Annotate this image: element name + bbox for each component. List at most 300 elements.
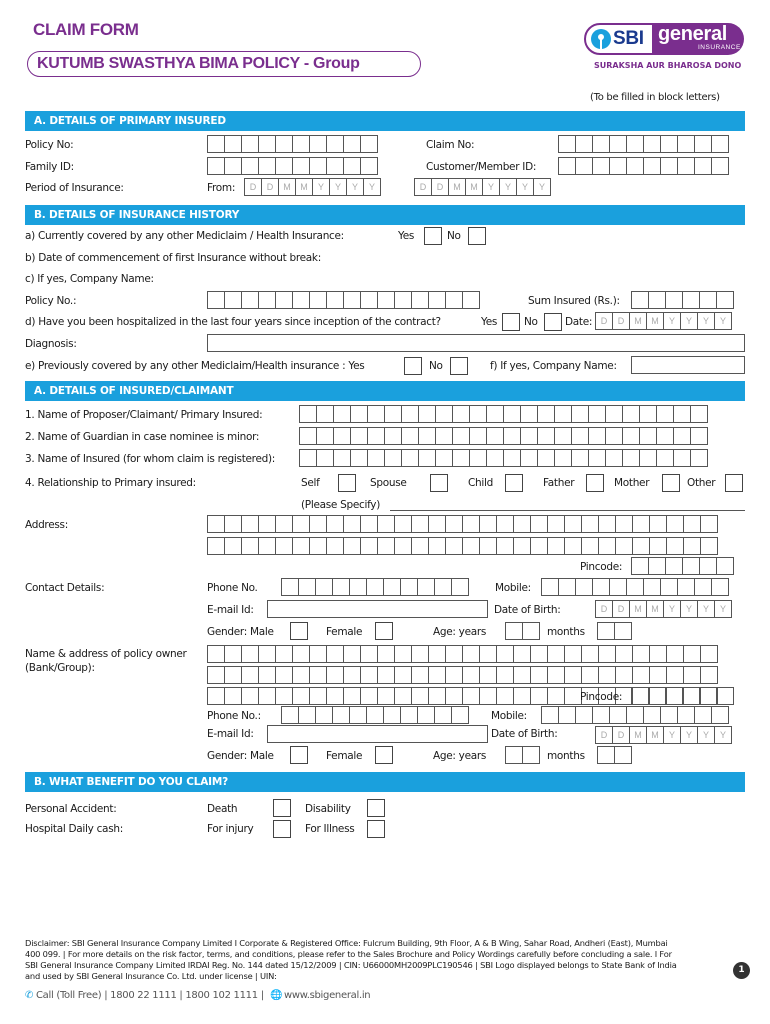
box-cell[interactable]: [316, 405, 334, 423]
box-cell[interactable]: [700, 645, 718, 663]
box-cell[interactable]: [452, 449, 470, 467]
box-cell[interactable]: [699, 687, 717, 705]
box-cell[interactable]: [486, 405, 504, 423]
box-cell[interactable]: [575, 578, 593, 596]
box-cell[interactable]: [350, 427, 368, 445]
box-cell[interactable]: [682, 687, 700, 705]
box-cell[interactable]: [660, 578, 678, 596]
box-cell[interactable]: [571, 427, 589, 445]
box-cell[interactable]: [683, 537, 701, 555]
box-cell[interactable]: [609, 135, 627, 153]
box-cell[interactable]: [383, 706, 401, 724]
owner-age-years-boxes[interactable]: [505, 746, 539, 764]
box-cell[interactable]: [479, 537, 497, 555]
box-cell[interactable]: [309, 537, 327, 555]
box-cell[interactable]: [315, 578, 333, 596]
box-cell[interactable]: [649, 645, 667, 663]
box-cell[interactable]: [241, 291, 259, 309]
box-cell[interactable]: [207, 537, 225, 555]
box-cell[interactable]: [694, 706, 712, 724]
q-f-company-field[interactable]: [631, 356, 745, 374]
box-cell[interactable]: [326, 291, 344, 309]
box-cell[interactable]: [418, 405, 436, 423]
box-cell[interactable]: [400, 578, 418, 596]
rel-mother-checkbox[interactable]: [662, 474, 680, 492]
dob-boxes[interactable]: [595, 600, 731, 618]
q-d-date-boxes[interactable]: [595, 312, 731, 330]
box-cell[interactable]: [648, 687, 666, 705]
box-cell[interactable]: [384, 427, 402, 445]
box-cell[interactable]: [309, 645, 327, 663]
box-cell[interactable]: [666, 515, 684, 533]
box-cell[interactable]: [462, 687, 480, 705]
box-cell[interactable]: [326, 515, 344, 533]
box-cell[interactable]: [486, 449, 504, 467]
box-cell[interactable]: [530, 537, 548, 555]
box-cell[interactable]: [530, 687, 548, 705]
box-cell[interactable]: [530, 515, 548, 533]
box-cell[interactable]: [631, 557, 649, 575]
date-cell[interactable]: Y: [516, 178, 534, 196]
box-cell[interactable]: [292, 645, 310, 663]
rel-other-checkbox[interactable]: [725, 474, 743, 492]
injury-checkbox[interactable]: [273, 820, 291, 838]
q-d-no-checkbox[interactable]: [544, 313, 562, 331]
age-years-boxes[interactable]: [505, 622, 539, 640]
box-cell[interactable]: [292, 687, 310, 705]
date-cell[interactable]: D: [595, 726, 613, 744]
box-cell[interactable]: [428, 666, 446, 684]
phone-boxes[interactable]: [281, 578, 468, 596]
box-cell[interactable]: [626, 578, 644, 596]
box-cell[interactable]: [343, 157, 361, 175]
box-cell[interactable]: [547, 666, 565, 684]
box-cell[interactable]: [333, 449, 351, 467]
box-cell[interactable]: [496, 687, 514, 705]
box-cell[interactable]: [673, 427, 691, 445]
rel-child-checkbox[interactable]: [505, 474, 523, 492]
box-cell[interactable]: [326, 645, 344, 663]
box-cell[interactable]: [605, 449, 623, 467]
box-cell[interactable]: [496, 666, 514, 684]
box-cell[interactable]: [648, 557, 666, 575]
email-field[interactable]: [267, 600, 488, 618]
box-cell[interactable]: [258, 666, 276, 684]
box-cell[interactable]: [575, 157, 593, 175]
box-cell[interactable]: [690, 405, 708, 423]
date-cell[interactable]: D: [595, 600, 613, 618]
box-cell[interactable]: [428, 645, 446, 663]
box-cell[interactable]: [411, 687, 429, 705]
box-cell[interactable]: [522, 622, 540, 640]
box-cell[interactable]: [400, 706, 418, 724]
box-cell[interactable]: [417, 578, 435, 596]
box-cell[interactable]: [592, 578, 610, 596]
box-cell[interactable]: [537, 427, 555, 445]
box-cell[interactable]: [530, 645, 548, 663]
box-cell[interactable]: [224, 515, 242, 533]
box-cell[interactable]: [360, 157, 378, 175]
box-cell[interactable]: [700, 515, 718, 533]
box-cell[interactable]: [496, 515, 514, 533]
specify-line[interactable]: [390, 510, 745, 511]
box-cell[interactable]: [581, 645, 599, 663]
box-cell[interactable]: [224, 157, 242, 175]
box-cell[interactable]: [394, 687, 412, 705]
box-cell[interactable]: [292, 135, 310, 153]
date-cell[interactable]: Y: [714, 600, 732, 618]
box-cell[interactable]: [401, 449, 419, 467]
box-cell[interactable]: [683, 666, 701, 684]
box-cell[interactable]: [699, 291, 717, 309]
history-policy-no-boxes[interactable]: [207, 291, 479, 309]
box-cell[interactable]: [581, 666, 599, 684]
box-cell[interactable]: [332, 578, 350, 596]
box-cell[interactable]: [677, 706, 695, 724]
box-cell[interactable]: [258, 135, 276, 153]
box-cell[interactable]: [503, 405, 521, 423]
box-cell[interactable]: [349, 578, 367, 596]
box-cell[interactable]: [592, 706, 610, 724]
box-cell[interactable]: [469, 427, 487, 445]
box-cell[interactable]: [377, 687, 395, 705]
box-cell[interactable]: [258, 515, 276, 533]
box-cell[interactable]: [281, 578, 299, 596]
box-cell[interactable]: [660, 706, 678, 724]
box-cell[interactable]: [598, 645, 616, 663]
box-cell[interactable]: [513, 687, 531, 705]
box-cell[interactable]: [445, 645, 463, 663]
date-cell[interactable]: D: [595, 312, 613, 330]
q-a-yes-checkbox[interactable]: [424, 227, 442, 245]
date-cell[interactable]: Y: [312, 178, 330, 196]
box-cell[interactable]: [360, 687, 378, 705]
box-cell[interactable]: [207, 291, 225, 309]
box-cell[interactable]: [690, 449, 708, 467]
box-cell[interactable]: [665, 557, 683, 575]
box-cell[interactable]: [581, 515, 599, 533]
box-cell[interactable]: [326, 687, 344, 705]
q-a-no-checkbox[interactable]: [468, 227, 486, 245]
box-cell[interactable]: [350, 449, 368, 467]
box-cell[interactable]: [479, 666, 497, 684]
q1-boxes[interactable]: [299, 405, 707, 423]
box-cell[interactable]: [258, 645, 276, 663]
box-cell[interactable]: [241, 666, 259, 684]
owner-pincode-boxes[interactable]: [631, 687, 733, 705]
box-cell[interactable]: [673, 449, 691, 467]
box-cell[interactable]: [547, 687, 565, 705]
box-cell[interactable]: [224, 135, 242, 153]
death-checkbox[interactable]: [273, 799, 291, 817]
box-cell[interactable]: [377, 291, 395, 309]
box-cell[interactable]: [445, 515, 463, 533]
box-cell[interactable]: [377, 515, 395, 533]
box-cell[interactable]: [309, 687, 327, 705]
date-cell[interactable]: M: [448, 178, 466, 196]
box-cell[interactable]: [435, 427, 453, 445]
box-cell[interactable]: [333, 405, 351, 423]
gender-male-checkbox[interactable]: [290, 622, 308, 640]
box-cell[interactable]: [394, 666, 412, 684]
box-cell[interactable]: [503, 449, 521, 467]
box-cell[interactable]: [241, 687, 259, 705]
date-cell[interactable]: D: [261, 178, 279, 196]
box-cell[interactable]: [241, 537, 259, 555]
box-cell[interactable]: [564, 645, 582, 663]
date-cell[interactable]: M: [629, 312, 647, 330]
box-cell[interactable]: [571, 405, 589, 423]
date-cell[interactable]: Y: [663, 600, 681, 618]
box-cell[interactable]: [394, 645, 412, 663]
box-cell[interactable]: [520, 449, 538, 467]
box-cell[interactable]: [665, 687, 683, 705]
box-cell[interactable]: [434, 706, 452, 724]
box-cell[interactable]: [639, 449, 657, 467]
box-cell[interactable]: [626, 157, 644, 175]
date-cell[interactable]: Y: [663, 312, 681, 330]
box-cell[interactable]: [648, 291, 666, 309]
box-cell[interactable]: [401, 405, 419, 423]
box-cell[interactable]: [554, 427, 572, 445]
box-cell[interactable]: [615, 666, 633, 684]
box-cell[interactable]: [326, 666, 344, 684]
box-cell[interactable]: [614, 622, 632, 640]
box-cell[interactable]: [673, 405, 691, 423]
box-cell[interactable]: [711, 135, 729, 153]
box-cell[interactable]: [513, 666, 531, 684]
date-cell[interactable]: Y: [697, 726, 715, 744]
box-cell[interactable]: [513, 645, 531, 663]
box-cell[interactable]: [683, 515, 701, 533]
box-cell[interactable]: [716, 557, 734, 575]
box-cell[interactable]: [558, 135, 576, 153]
box-cell[interactable]: [258, 291, 276, 309]
box-cell[interactable]: [700, 537, 718, 555]
box-cell[interactable]: [505, 622, 523, 640]
box-cell[interactable]: [716, 687, 734, 705]
box-cell[interactable]: [656, 427, 674, 445]
rel-spouse-checkbox[interactable]: [430, 474, 448, 492]
illness-checkbox[interactable]: [367, 820, 385, 838]
box-cell[interactable]: [694, 578, 712, 596]
box-cell[interactable]: [615, 515, 633, 533]
box-cell[interactable]: [677, 135, 695, 153]
box-cell[interactable]: [411, 515, 429, 533]
box-cell[interactable]: [605, 427, 623, 445]
disability-checkbox[interactable]: [367, 799, 385, 817]
box-cell[interactable]: [343, 135, 361, 153]
date-cell[interactable]: Y: [499, 178, 517, 196]
box-cell[interactable]: [428, 537, 446, 555]
box-cell[interactable]: [643, 706, 661, 724]
box-cell[interactable]: [350, 405, 368, 423]
date-cell[interactable]: M: [646, 726, 664, 744]
box-cell[interactable]: [598, 666, 616, 684]
box-cell[interactable]: [609, 157, 627, 175]
date-cell[interactable]: M: [646, 600, 664, 618]
box-cell[interactable]: [666, 666, 684, 684]
box-cell[interactable]: [575, 135, 593, 153]
box-cell[interactable]: [496, 645, 514, 663]
box-cell[interactable]: [564, 515, 582, 533]
date-cell[interactable]: D: [244, 178, 262, 196]
date-cell[interactable]: Y: [714, 726, 732, 744]
box-cell[interactable]: [258, 537, 276, 555]
box-cell[interactable]: [349, 706, 367, 724]
box-cell[interactable]: [411, 666, 429, 684]
box-cell[interactable]: [711, 706, 729, 724]
box-cell[interactable]: [366, 706, 384, 724]
box-cell[interactable]: [541, 706, 559, 724]
box-cell[interactable]: [367, 427, 385, 445]
box-cell[interactable]: [622, 449, 640, 467]
box-cell[interactable]: [469, 405, 487, 423]
date-cell[interactable]: Y: [714, 312, 732, 330]
box-cell[interactable]: [649, 537, 667, 555]
box-cell[interactable]: [614, 746, 632, 764]
box-cell[interactable]: [513, 537, 531, 555]
box-cell[interactable]: [649, 515, 667, 533]
customer-id-boxes[interactable]: [558, 157, 728, 175]
box-cell[interactable]: [558, 706, 576, 724]
date-cell[interactable]: D: [414, 178, 432, 196]
box-cell[interactable]: [588, 405, 606, 423]
pincode-boxes[interactable]: [631, 557, 733, 575]
box-cell[interactable]: [656, 405, 674, 423]
box-cell[interactable]: [479, 645, 497, 663]
box-cell[interactable]: [394, 537, 412, 555]
claim-no-boxes[interactable]: [558, 135, 728, 153]
box-cell[interactable]: [615, 645, 633, 663]
box-cell[interactable]: [677, 157, 695, 175]
box-cell[interactable]: [299, 427, 317, 445]
box-cell[interactable]: [505, 746, 523, 764]
box-cell[interactable]: [384, 405, 402, 423]
box-cell[interactable]: [207, 687, 225, 705]
box-cell[interactable]: [451, 706, 469, 724]
box-cell[interactable]: [513, 515, 531, 533]
box-cell[interactable]: [479, 687, 497, 705]
box-cell[interactable]: [609, 578, 627, 596]
box-cell[interactable]: [316, 449, 334, 467]
box-cell[interactable]: [411, 291, 429, 309]
box-cell[interactable]: [605, 405, 623, 423]
box-cell[interactable]: [520, 405, 538, 423]
box-cell[interactable]: [564, 666, 582, 684]
box-cell[interactable]: [292, 157, 310, 175]
box-cell[interactable]: [496, 537, 514, 555]
rel-self-checkbox[interactable]: [338, 474, 356, 492]
box-cell[interactable]: [632, 537, 650, 555]
box-cell[interactable]: [631, 291, 649, 309]
box-cell[interactable]: [207, 135, 225, 153]
box-cell[interactable]: [522, 746, 540, 764]
policy-no-boxes[interactable]: [207, 135, 377, 153]
box-cell[interactable]: [360, 537, 378, 555]
box-cell[interactable]: [394, 291, 412, 309]
box-cell[interactable]: [598, 515, 616, 533]
box-cell[interactable]: [597, 746, 615, 764]
box-cell[interactable]: [367, 449, 385, 467]
box-cell[interactable]: [418, 449, 436, 467]
age-months-boxes[interactable]: [597, 622, 631, 640]
box-cell[interactable]: [683, 645, 701, 663]
box-cell[interactable]: [343, 291, 361, 309]
box-cell[interactable]: [682, 557, 700, 575]
date-cell[interactable]: M: [465, 178, 483, 196]
box-cell[interactable]: [682, 291, 700, 309]
box-cell[interactable]: [462, 291, 480, 309]
box-cell[interactable]: [275, 157, 293, 175]
owner-mobile-boxes[interactable]: [541, 706, 728, 724]
box-cell[interactable]: [622, 427, 640, 445]
box-cell[interactable]: [418, 427, 436, 445]
box-cell[interactable]: [299, 405, 317, 423]
box-cell[interactable]: [275, 291, 293, 309]
box-cell[interactable]: [639, 405, 657, 423]
date-cell[interactable]: Y: [680, 600, 698, 618]
address-line-1[interactable]: [207, 515, 717, 533]
box-cell[interactable]: [660, 135, 678, 153]
box-cell[interactable]: [592, 135, 610, 153]
box-cell[interactable]: [597, 622, 615, 640]
box-cell[interactable]: [281, 706, 299, 724]
rel-father-checkbox[interactable]: [586, 474, 604, 492]
box-cell[interactable]: [462, 645, 480, 663]
box-cell[interactable]: [224, 537, 242, 555]
owner-line-2[interactable]: [207, 666, 717, 684]
box-cell[interactable]: [394, 515, 412, 533]
box-cell[interactable]: [275, 515, 293, 533]
date-cell[interactable]: M: [278, 178, 296, 196]
date-cell[interactable]: M: [295, 178, 313, 196]
box-cell[interactable]: [451, 578, 469, 596]
box-cell[interactable]: [366, 578, 384, 596]
box-cell[interactable]: [207, 666, 225, 684]
box-cell[interactable]: [639, 427, 657, 445]
q-d-yes-checkbox[interactable]: [502, 313, 520, 331]
sum-insured-boxes[interactable]: [631, 291, 733, 309]
box-cell[interactable]: [462, 515, 480, 533]
box-cell[interactable]: [445, 537, 463, 555]
date-cell[interactable]: Y: [482, 178, 500, 196]
box-cell[interactable]: [367, 405, 385, 423]
box-cell[interactable]: [384, 449, 402, 467]
date-cell[interactable]: Y: [533, 178, 551, 196]
box-cell[interactable]: [479, 515, 497, 533]
box-cell[interactable]: [649, 666, 667, 684]
box-cell[interactable]: [360, 645, 378, 663]
box-cell[interactable]: [275, 135, 293, 153]
website-link[interactable]: www.sbigeneral.in: [284, 990, 371, 1001]
box-cell[interactable]: [554, 449, 572, 467]
box-cell[interactable]: [224, 291, 242, 309]
box-cell[interactable]: [700, 666, 718, 684]
gender-female-checkbox[interactable]: [375, 622, 393, 640]
date-cell[interactable]: D: [431, 178, 449, 196]
date-cell[interactable]: M: [629, 726, 647, 744]
box-cell[interactable]: [547, 645, 565, 663]
box-cell[interactable]: [469, 449, 487, 467]
box-cell[interactable]: [275, 645, 293, 663]
box-cell[interactable]: [326, 537, 344, 555]
box-cell[interactable]: [626, 706, 644, 724]
box-cell[interactable]: [332, 706, 350, 724]
box-cell[interactable]: [452, 427, 470, 445]
box-cell[interactable]: [299, 449, 317, 467]
box-cell[interactable]: [377, 666, 395, 684]
